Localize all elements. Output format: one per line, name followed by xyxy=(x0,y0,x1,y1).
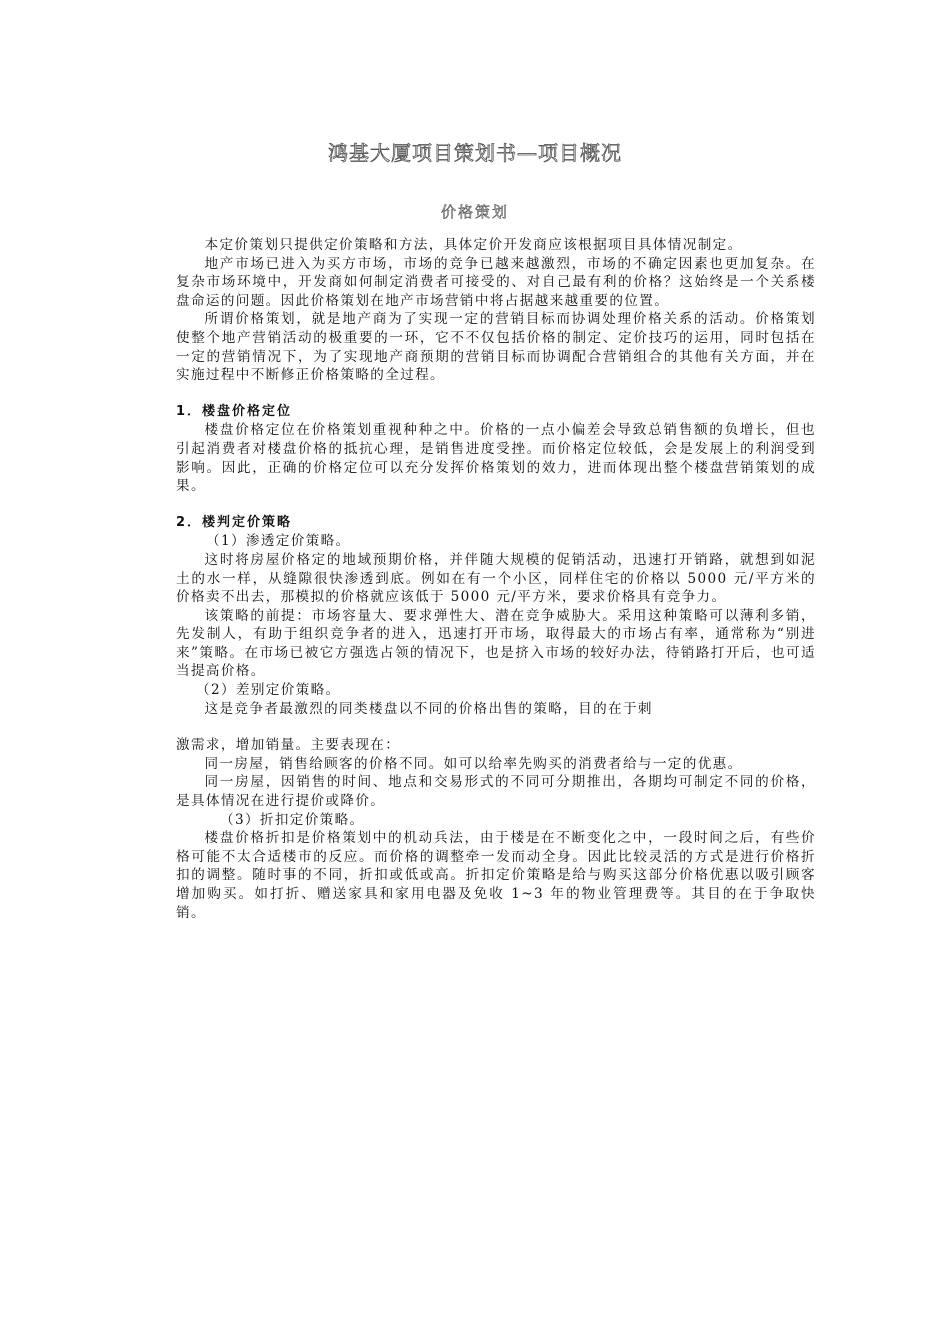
document-subtitle: 价格策划 xyxy=(440,203,509,221)
intro-paragraph-2: 地产市场已进入为买方市场，市场的竞争已越来越激烈，市场的不确定因素也更加复杂。在复杂市场环境中，开发商如何制定消费者可接受的、对自己最有利的价格？这始终是一个关系楼盘命运的问题。因此价格策划在地产市场营销中将占据越来越重要的位置。 xyxy=(176,255,816,309)
section-2-heading: 2．楼判定价策略 xyxy=(176,514,293,530)
document-title: 鸿基大厦项目策划书—项目概况 xyxy=(328,141,622,165)
strategy-2-paragraph-3: 同一房屋，因销售的时间、地点和交易形式的不同可分期推出，各期均可制定不同的价格，是具体情况在进行提价或降价。 xyxy=(176,774,816,810)
strategy-2-label: （2）差别定价策略。 xyxy=(196,682,341,699)
section-1-heading: 1．楼盘价格定位 xyxy=(176,403,293,419)
strategy-1-paragraph-1: 这时将房屋价格定的地域预期价格，并伴随大规模的促销活动，迅速打开销路，就想到如泥土的水一样，从缝隙很快渗透到底。例如在有一个小区，同样住宅的价格以 5000 元/平方米的价格卖不出去，那模拟的价格就应该低于 5000 元/平方米，要求价格具有竞争力。 xyxy=(176,551,816,606)
strategy-1-label: （1）渗透定价策略。 xyxy=(206,533,351,550)
strategy-2-paragraph-1a: 这是竞争者最激烈的同类楼盘以不同的价格出售的策略，目的在于刺 xyxy=(204,700,653,717)
document-body xyxy=(176,236,816,922)
intro-paragraph-3: 所谓价格策划，就是地产商为了实现一定的营销目标而协调处理价格关系的活动。价格策划使整个地产营销活动的极重要的一环，它不不仅包括价格的制定、定价技巧的运用，同时包括在一定的营销情况下，为了实现地产商预期的营销目标而协调配合营销组合的其他有关方面，并在实施过程中不断修正价格策略的全过程。 xyxy=(176,311,816,384)
strategy-1-paragraph-2: 该策略的前提：市场容量大、要求弹性大、潜在竞争威胁大。采用这种策略可以薄利多销，先发制人，有助于组织竞争者的进入，迅速打开市场，取得最大的市场占有率，通常称为“别进来”策略。在市场已被它方强选占领的情况下，也是挤入市场的较好办法，待销路打开后，也可适当提高价格。 xyxy=(176,607,816,680)
strategy-3-label: （3）折扣定价策略。 xyxy=(220,811,365,828)
intro-paragraph-1: 本定价策划只提供定价策略和方法，具体定价开发商应该根据项目具体情况制定。 xyxy=(204,237,743,253)
strategy-2-paragraph-2: 同一房屋，销售给顾客的价格不同。如可以给率先购买的消费者给与一定的优惠。 xyxy=(204,755,743,772)
strategy-3-paragraph: 楼盘价格折扣是价格策划中的机动兵法，由于楼是在不断变化之中，一段时间之后，有些价格可能不太合适楼市的反应。而价格的调整牵一发而动全身。因此比较灵活的方式是进行价格折扣的调整。随时事的不同，折扣或低或高。折扣定价策略是给与购买这部分价格优惠以吸引顾客增加购买。如打折、赠送家具和家用电器及免收 1~3 年的物业管理费等。其目的在于争取快销。 xyxy=(176,830,816,921)
strategy-2-paragraph-1b: 激需求，增加销量。主要表现在： xyxy=(176,737,401,754)
section-1-paragraph: 楼盘价格定位在价格策划重视种种之中。价格的一点小偏差会导致总销售额的负增长，但也引起消费者对楼盘价格的抵抗心理，是销售进度受挫。而价格定位较低，会是发展上的利润受到影响。因此，正确的价格定位可以充分发挥价格策划的效力，进而体现出整个楼盘营销策划的成果。 xyxy=(176,422,816,495)
